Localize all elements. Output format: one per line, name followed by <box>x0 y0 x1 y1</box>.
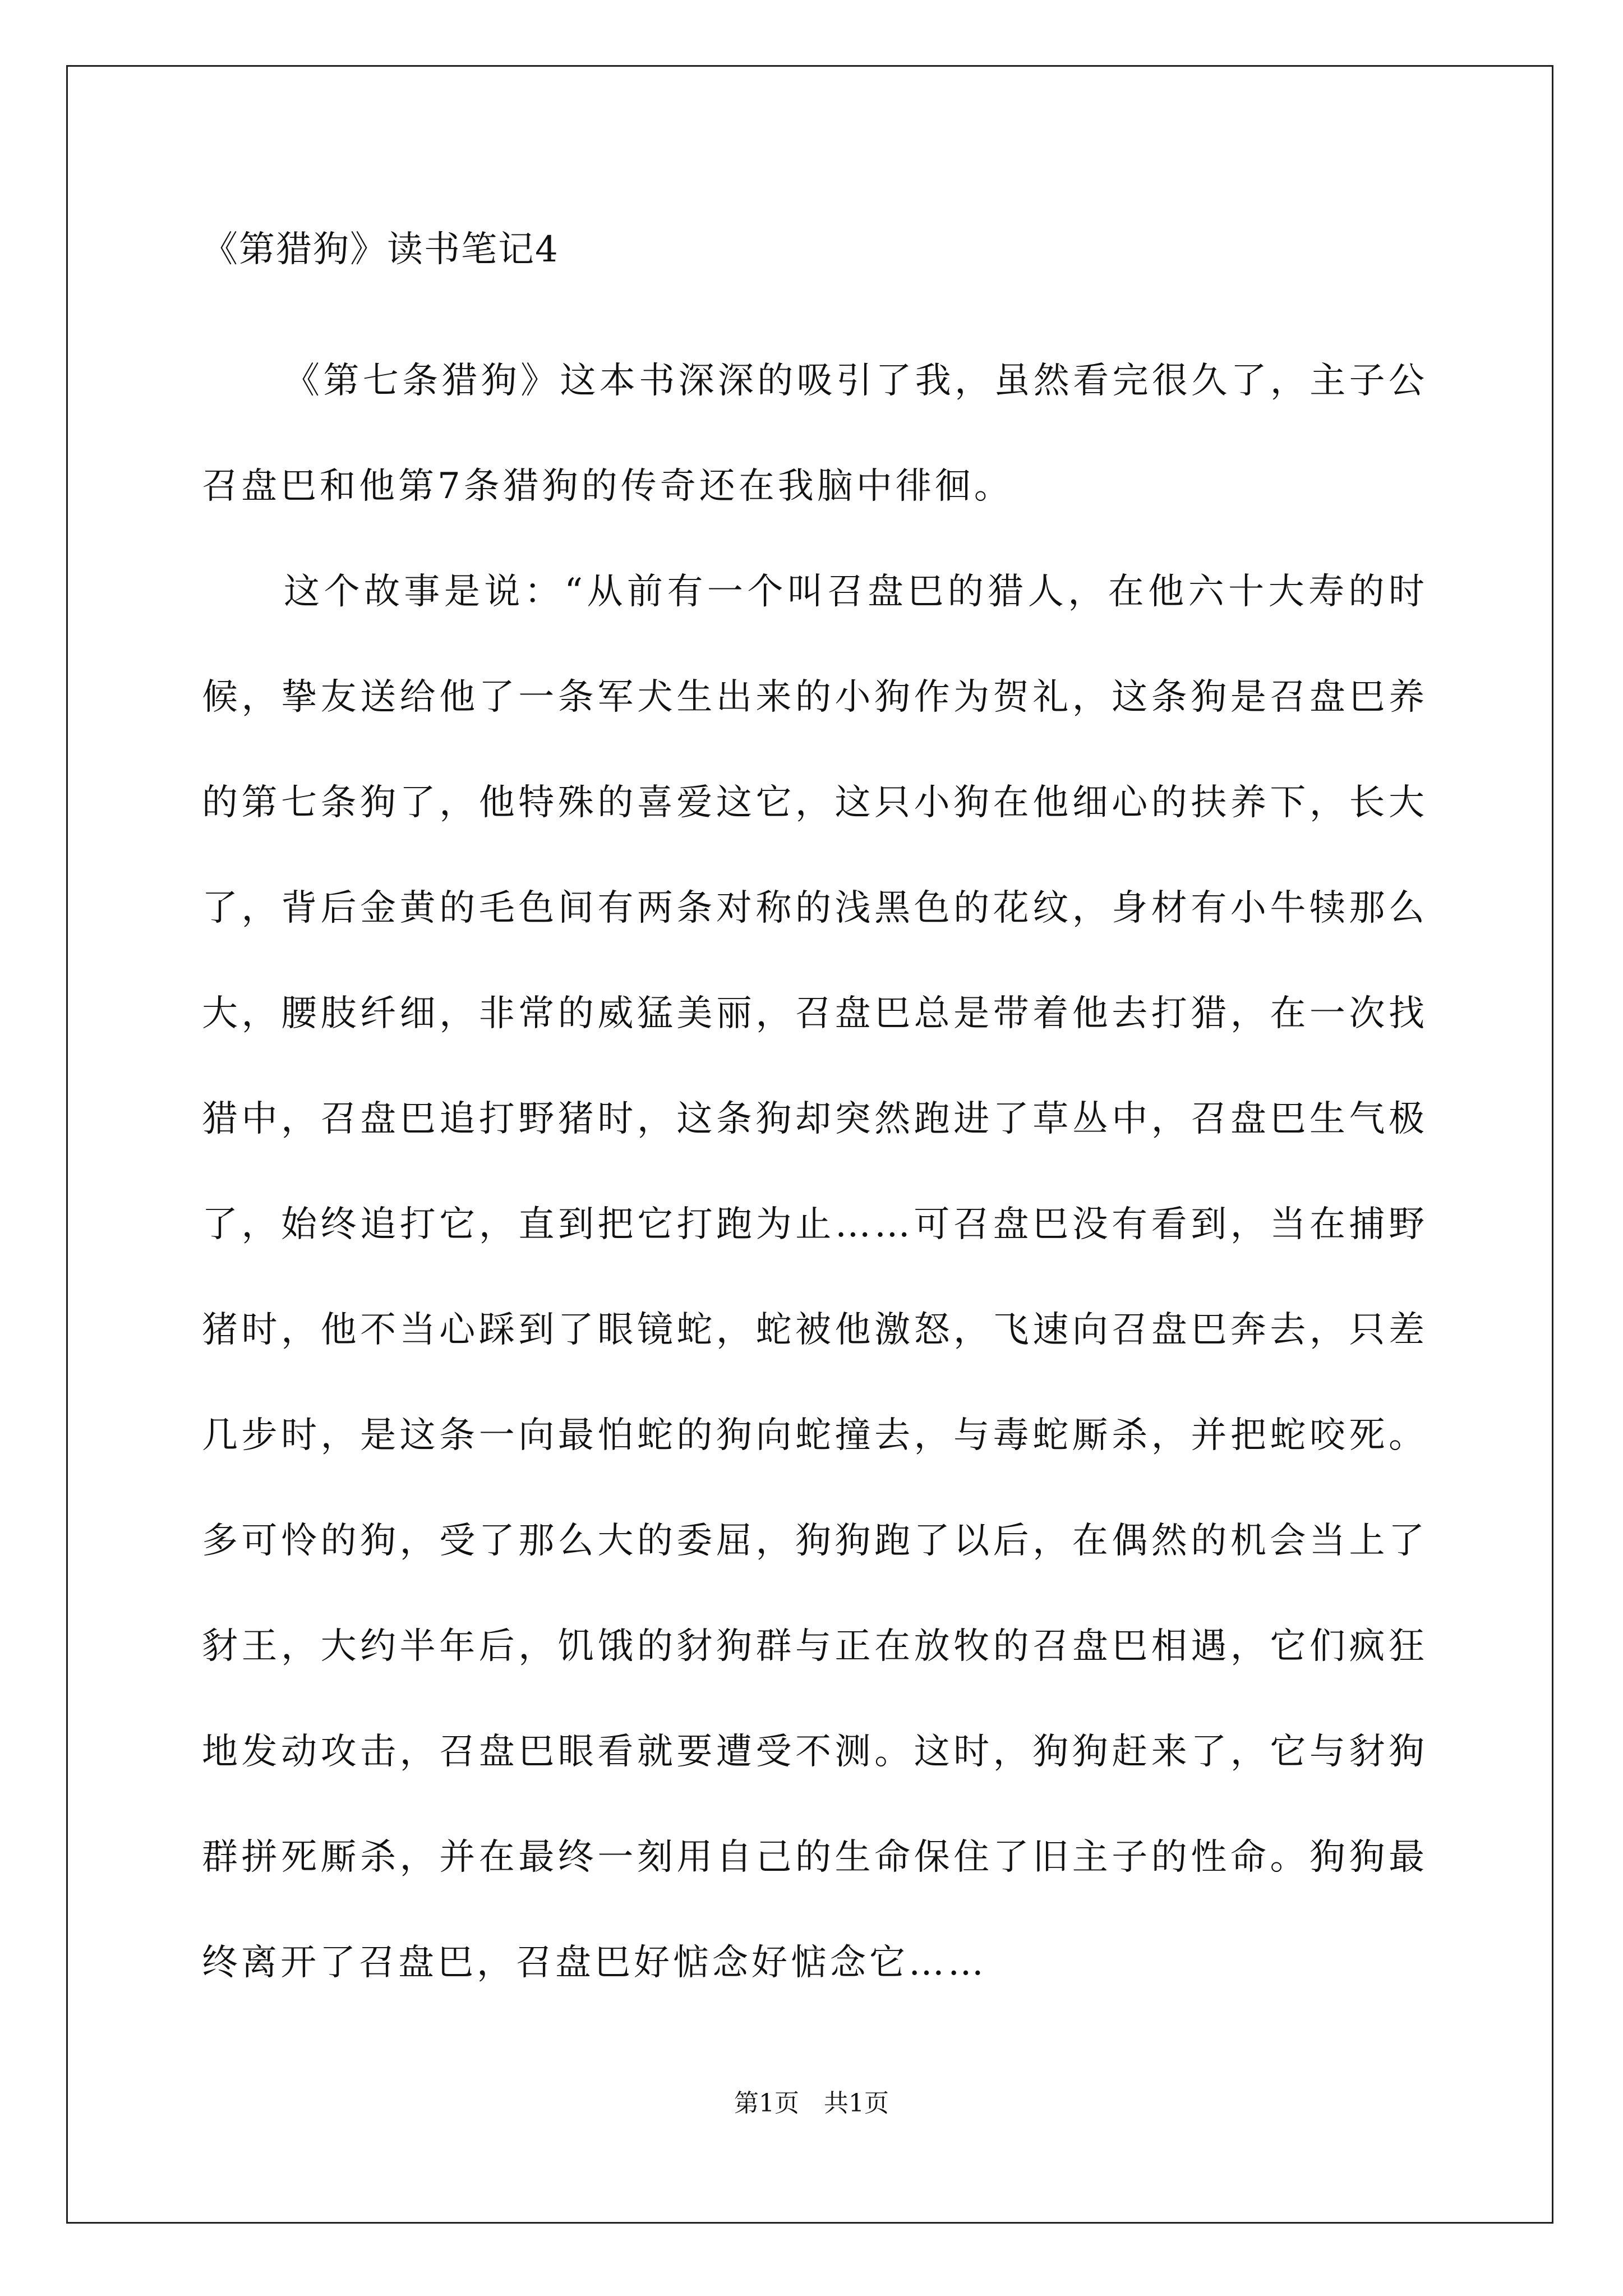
body-paragraph-1: 《第七条猎狗》这本书深深的吸引了我，虽然看完很久了，主子公召盘巴和他第7条猎狗的传奇还在我脑中徘徊。 <box>202 360 1428 507</box>
document-title: 《第猎狗》读书笔记4 <box>202 229 559 270</box>
body-paragraph-2: 这个故事是说：“从前有一个叫召盘巴的猎人，在他六十大寿的时候，挚友送给他了一条军犬生出来的小狗作为贺礼，这条狗是召盘巴养的第七条狗了，他特殊的喜爱这它，这只小狗在他细心的扶养下，长大了，背后金黄的毛色间有两条对称的浅黑色的花纹，身材有小牛犊那么大，腰肢纤细，非常的威猛美丽，召盘巴总是带着他去打猎，在一次找猎中，召盘巴追打野猪时，这条狗却突然跑进了草丛中，召盘巴生气极了，始终追打它，直到把它打跑为止……可召盘巴没有看到，当在捕野猪时，他不当心踩到了眼镜蛇，蛇被他激怒，飞速向召盘巴奔去，只差几步时，是这条一向最怕蛇的狗向蛇撞去，与毒蛇厮杀，并把蛇咬死。多可怜的狗，受了那么大的委屈，狗狗跑了以后，在偶然的机会当上了豺王，大约半年后，饥饿的豺狗群与正在放牧的召盘巴相遇，它们疯狂地发动攻击，召盘巴眼看就要遭受不测。这时，狗狗赶来了，它与豺狗群拼死厮杀，并在最终一刻用自己的生命保住了旧主子的性命。狗狗最终离开了召盘巴，召盘巴好惦念好惦念它…… <box>202 571 1428 1984</box>
page-number-footer: 第1页 共1页 <box>734 2089 889 2118</box>
document-body <box>202 328 1428 2016</box>
